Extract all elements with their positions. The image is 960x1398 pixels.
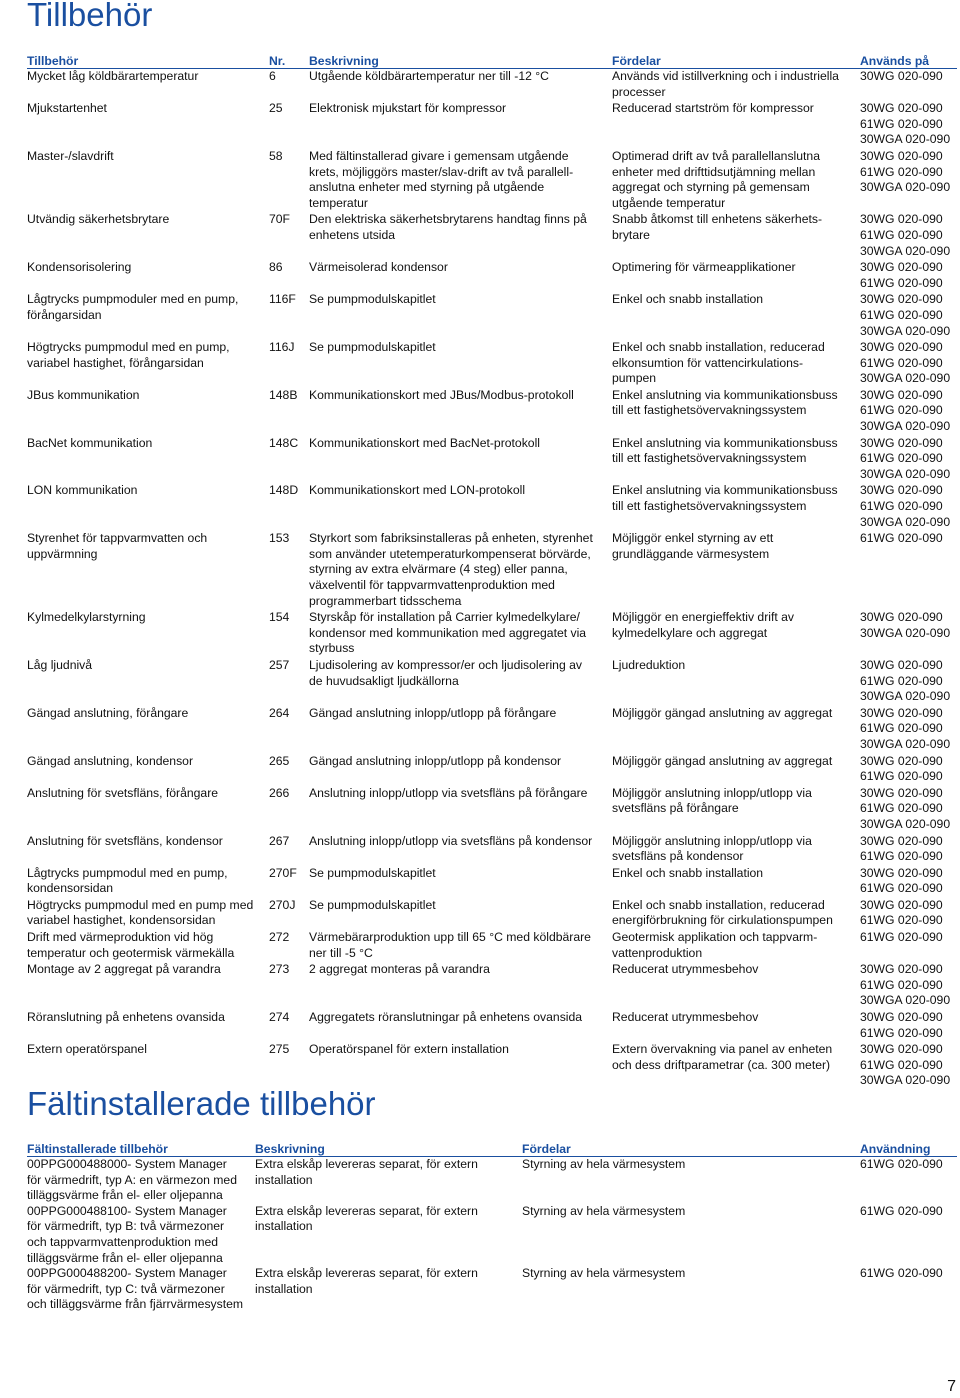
cell-used: 61WG 020-090 [860,1157,943,1171]
cell-nr: 273 [269,962,290,977]
cell-name: 00PPG000488100- System Manager för värmedrift, typ B: två värmezoner och tappvarmvattenproduktion med tilläggsvärme från el- eller oljepanna [27,1203,227,1265]
cell-desc: Anslutning inlopp/utlopp via svetsfläns på kondensor [309,833,593,848]
table-row [27,260,957,292]
cell-benefit: Reducerat utrymmesbehov [612,962,759,977]
cell-name: Kondensorisolering [27,260,132,275]
table-row [27,1042,957,1090]
page-number: 7 [947,1378,956,1395]
accessories-table [27,52,957,1090]
cell-used: 30WG 020-090 61WG 020-090 [860,897,943,928]
cell-desc: Den elektriska säkerhetsbrytarens handtag finns på enhetens utsida [309,212,587,242]
cell-nr: 6 [269,69,276,83]
cell-used: 30WG 020-090 61WG 020-090 [860,865,943,896]
cell-benefit: Enkel anslutning via kommunikationsbuss till ett fastighetsövervakningssystem [612,435,838,466]
cell-name: BacNet kommunikation [27,435,153,450]
cell-benefit: Optimerad drift av två parallellanslutna enheter med drifttidsutjämning mellan aggregat och styrning på gemensam utgående temperatur [612,148,820,210]
cell-desc: Utgående köldbärartemperatur ner till -12 °C [309,69,549,83]
cell-desc: Med fältinstallerad givare i gemensam utgående krets, möjliggörs master/slav-drift av två parallell- anslutna enheter med styrning på utgående temperatur [309,148,574,210]
page-title: Tillbehör [27,0,153,33]
cell-used: 61WG 020-090 [860,1266,943,1281]
cell-nr: 116J [269,340,295,355]
cell-used: 30WG 020-090 61WG 020-090 [860,833,943,864]
cell-benefit: Ljudreduktion [612,657,686,672]
cell-nr: 265 [269,753,290,768]
cell-nr: 70F [269,212,291,227]
cell-name: Kylmedelkylarstyrning [27,610,146,625]
table-row [27,1266,957,1313]
cell-nr: 148C [269,435,299,450]
table-row [27,930,957,962]
cell-nr: 272 [269,930,290,945]
cell-name: Röranslutning på enhetens ovansida [27,1010,225,1025]
cell-nr: 148B [269,387,298,402]
cell-benefit: Geotermisk applikation och tappvarm- vattenproduktion [612,930,818,960]
cell-nr: 266 [269,785,290,800]
cell-desc: Gängad anslutning inlopp/utlopp på förångare [309,705,557,720]
cell-name: Högtrycks pumpmodul med en pump med variabel hastighet, kondensorsidan [27,897,254,928]
table-row [27,706,957,754]
cell-used: 30WG 020-090 61WG 020-090 30WGA 020-090 [860,962,951,1008]
table-header-row [27,52,957,69]
cell-used: 30WG 020-090 61WG 020-090 30WGA 020-090 [860,705,951,751]
column-header: Fördelar [612,52,860,69]
cell-benefit: Snabb åtkomst till enhetens säkerhets- brytare [612,212,823,242]
cell-benefit: Möjliggör gängad anslutning av aggregat [612,705,833,720]
cell-benefit: Används vid istillverkning och i industriella processer [612,69,839,99]
table-row [27,866,957,898]
cell-benefit: Styrning av hela värmesystem [522,1157,686,1171]
cell-used: 30WG 020-090 61WG 020-090 30WGA 020-090 [860,387,951,434]
cell-used: 30WG 020-090 61WG 020-090 30WGA 020-090 [860,657,951,704]
table-row [27,69,957,102]
cell-benefit: Styrning av hela värmesystem [522,1203,686,1218]
cell-desc: Ljudisolering av kompressor/er och ljudisolering av de huvudsakligt ljudkällorna [309,657,582,688]
cell-desc: Extra elskåp levereras separat, för extern installation [255,1203,478,1234]
cell-used: 61WG 020-090 [860,930,943,945]
cell-benefit: Enkel och snabb installation [612,865,764,880]
column-header: Beskrivning [255,1140,522,1157]
table-row [27,292,957,340]
cell-name: Anslutning för svetsfläns, förångare [27,785,219,800]
table-row [27,786,957,834]
cell-used: 30WG 020-090 61WG 020-090 30WGA 020-090 [860,148,951,195]
cell-used: 61WG 020-090 [860,1203,943,1218]
table-header-row [27,1140,957,1157]
cell-nr: 58 [269,148,283,163]
table-row [27,212,957,260]
cell-desc: Kommunikationskort med BacNet-protokoll [309,435,540,450]
table-row [27,340,957,388]
cell-benefit: Möjliggör gängad anslutning av aggregat [612,753,833,768]
cell-nr: 270F [269,865,297,880]
column-header: Fältinstallerade tillbehör [27,1140,255,1157]
cell-desc: Extra elskåp levereras separat, för extern installation [255,1157,478,1187]
cell-desc: Kommunikationskort med JBus/Modbus-protokoll [309,387,574,402]
cell-benefit: Styrning av hela värmesystem [522,1266,686,1281]
cell-used: 30WG 020-090 61WG 020-090 [860,260,943,290]
cell-benefit: Möjliggör en energieffektiv drift av kylmedelkylare och aggregat [612,610,795,640]
cell-used: 30WG 020-090 [860,69,943,83]
cell-benefit: Enkel och snabb installation, reducerad energiförbrukning för cirkulationspumpen [612,897,833,928]
table-row [27,898,957,930]
table-row [27,483,957,531]
table-row [27,1010,957,1042]
cell-name: Låg ljudnivå [27,657,93,672]
column-header: Fördelar [522,1140,860,1157]
table-row [27,610,957,658]
cell-desc: Aggregatets röranslutningar på enhetens ovansida [309,1010,583,1025]
cell-used: 30WG 020-090 61WG 020-090 30WGA 020-090 [860,212,951,258]
cell-nr: 154 [269,610,290,625]
cell-nr: 267 [269,833,290,848]
cell-name: Styrenhet för tappvarmvatten och uppvärmning [27,531,208,561]
cell-benefit: Enkel anslutning via kommunikationsbuss till ett fastighetsövervakningssystem [612,387,838,418]
cell-name: JBus kommunikation [27,387,140,402]
cell-benefit: Extern övervakning via panel av enheten och dess driftparametrar (ca. 300 meter) [612,1042,833,1072]
cell-used: 30WG 020-090 61WG 020-090 30WGA 020-090 [860,483,951,529]
cell-benefit: Enkel och snabb installation [612,292,764,307]
cell-desc: Se pumpmodulskapitlet [309,340,436,355]
cell-name: Drift med värmeproduktion vid hög temperatur och geotermisk värmekälla [27,930,235,960]
cell-name: Lågtrycks pumpmodul med en pump, kondensorsidan [27,865,228,896]
cell-nr: 116F [269,292,296,307]
cell-nr: 270J [269,897,296,912]
table-row [27,101,957,149]
cell-desc: Se pumpmodulskapitlet [309,292,436,307]
cell-desc: Elektronisk mjukstart för kompressor [309,101,507,116]
cell-name: Master-/slavdrift [27,148,114,163]
cell-name: 00PPG000488000- System Manager för värmedrift, typ A: en värmezon med tilläggsvärme från el- eller oljepanna [27,1157,237,1203]
cell-name: Gängad anslutning, kondensor [27,753,194,768]
cell-nr: 148D [269,483,299,498]
cell-name: Utvändig säkerhetsbrytare [27,212,170,227]
cell-desc: Kommunikationskort med LON-protokoll [309,483,526,498]
table-row [27,1157,957,1204]
cell-benefit: Reducerad startström för kompressor [612,101,814,116]
cell-nr: 264 [269,705,290,720]
table-row [27,149,957,212]
cell-used: 30WG 020-090 61WG 020-090 30WGA 020-090 [860,340,951,386]
cell-name: LON kommunikation [27,483,138,498]
cell-desc: Anslutning inlopp/utlopp via svetsfläns på förångare [309,785,588,800]
cell-desc: Styrkort som fabriksinstalleras på enheten, styrenhet som använder utetemperaturkompenserat börvärde, styrning av extra elvärmare (4 steg) eller panna, växelventil för tappvarmvattenproduktion med programmerbart tidsschema [309,531,593,608]
cell-benefit: Möjliggör enkel styrning av ett grundläggande värmesystem [612,531,774,561]
cell-desc: Operatörspanel för extern installation [309,1042,509,1057]
cell-used: 30WG 020-090 30WGA 020-090 [860,610,951,640]
table-row [27,388,957,436]
section-title: Fältinstallerade tillbehör [27,1085,376,1122]
cell-benefit: Möjliggör anslutning inlopp/utlopp via svetsfläns på förångare [612,785,812,816]
cell-used: 30WG 020-090 61WG 020-090 [860,753,943,784]
cell-name: 00PPG000488200- System Manager för värmedrift, typ C: två värmezoner och tilläggsvärme från fjärrvärmesystem [27,1266,244,1312]
cell-desc: Värmebärarproduktion upp till 65 °C med köldbärare ner till -5 °C [309,930,591,960]
cell-desc: Se pumpmodulskapitlet [309,865,436,880]
cell-name: Montage av 2 aggregat på varandra [27,962,221,977]
column-header: Tillbehör [27,52,269,69]
table-row [27,436,957,484]
cell-desc: 2 aggregat monteras på varandra [309,962,490,977]
cell-used: 30WG 020-090 61WG 020-090 30WGA 020-090 [860,785,951,831]
cell-benefit: Möjliggör anslutning inlopp/utlopp via svetsfläns på kondensor [612,833,812,864]
cell-used: 30WG 020-090 61WG 020-090 30WGA 020-090 [860,101,951,147]
cell-desc: Värmeisolerad kondensor [309,260,448,275]
cell-used: 30WG 020-090 61WG 020-090 30WGA 020-090 [860,292,951,338]
cell-nr: 25 [269,101,283,116]
table-row [27,834,957,866]
table-row [27,1204,957,1266]
cell-name: Gängad anslutning, förångare [27,705,189,720]
cell-name: Lågtrycks pumpmoduler med en pump, förångarsidan [27,292,239,322]
cell-used: 30WG 020-090 61WG 020-090 [860,1010,943,1040]
table-row [27,531,957,610]
cell-name: Anslutning för svetsfläns, kondensor [27,833,223,848]
cell-nr: 274 [269,1010,290,1025]
cell-used: 30WG 020-090 61WG 020-090 30WGA 020-090 [860,435,951,481]
cell-benefit: Reducerat utrymmesbehov [612,1010,759,1025]
cell-desc: Se pumpmodulskapitlet [309,897,436,912]
table-row [27,962,957,1010]
cell-name: Extern operatörspanel [27,1042,147,1057]
cell-nr: 257 [269,657,290,672]
cell-used: 30WG 020-090 61WG 020-090 30WGA 020-090 [860,1042,951,1088]
cell-nr: 86 [269,260,283,275]
cell-desc: Extra elskåp levereras separat, för extern installation [255,1266,478,1296]
table-row [27,754,957,786]
table-row [27,658,957,706]
cell-name: Mycket låg köldbärartemperatur [27,69,199,83]
column-header: Användning [860,1140,957,1157]
cell-name: Högtrycks pumpmodul med en pump, variabel hastighet, förångarsidan [27,340,230,370]
cell-benefit: Optimering för värmeapplikationer [612,260,796,275]
column-header: Beskrivning [309,52,612,69]
cell-benefit: Enkel och snabb installation, reducerad elkonsumtion för vattencirkulations- pumpen [612,340,825,386]
cell-name: Mjukstartenhet [27,101,107,116]
field-accessories-table [27,1140,957,1313]
cell-nr: 153 [269,531,290,546]
cell-desc: Gängad anslutning inlopp/utlopp på kondensor [309,753,562,768]
cell-benefit: Enkel anslutning via kommunikationsbuss till ett fastighetsövervakningssystem [612,483,838,514]
cell-desc: Styrskåp för installation på Carrier kylmedelkylare/ kondensor med kommunikation med aggregatet via styrbuss [309,610,587,656]
column-header: Används på [860,52,957,69]
column-header: Nr. [269,52,309,69]
cell-nr: 275 [269,1042,290,1057]
cell-used: 61WG 020-090 [860,531,943,546]
